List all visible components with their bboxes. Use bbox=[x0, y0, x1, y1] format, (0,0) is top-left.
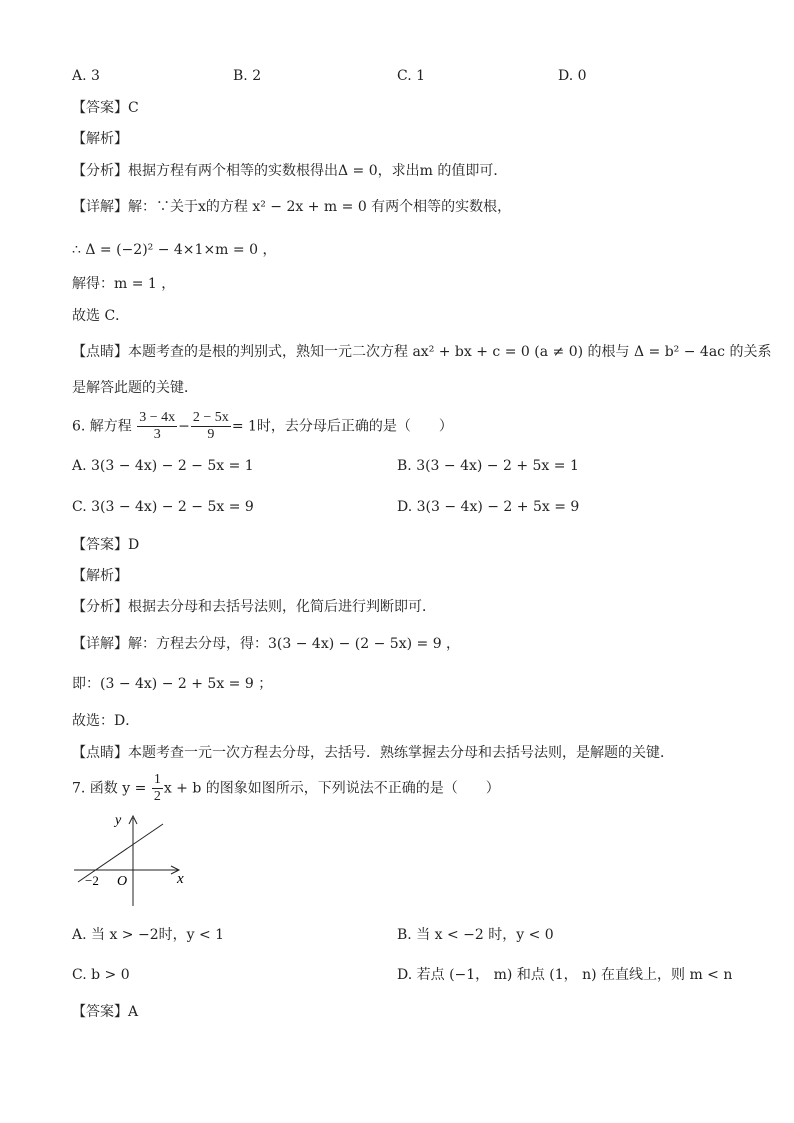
q6-answer: 【答案】D bbox=[72, 537, 140, 553]
y-axis-label: y bbox=[115, 813, 122, 828]
q5-option-b: B. 2 bbox=[233, 68, 262, 84]
q7-option-b: B. 当 x < −2 时，y < 0 bbox=[397, 927, 554, 943]
q5-option-a: A. 3 bbox=[72, 68, 100, 84]
q6-frac2-denominator: 9 bbox=[207, 427, 215, 442]
q5-dianjing-line1: 【点睛】本题考查的是根的判别式，熟知一元二次方程 ax² + bx + c = 0 (a ≠ 0) 的根与 Δ = b² − 4ac 的关系 bbox=[72, 344, 772, 360]
q6-option-d: D. 3(3 − 4x) − 2 + 5x = 9 bbox=[397, 499, 580, 515]
q7-option-a: A. 当 x > −2时，y < 1 bbox=[72, 927, 225, 943]
q6-analysis-label: 【解析】 bbox=[72, 568, 128, 584]
q6-frac1-denominator: 3 bbox=[153, 427, 161, 442]
q5-option-d: D. 0 bbox=[558, 68, 587, 84]
q6-choose: 故选：D． bbox=[72, 713, 140, 729]
q7-stem-prefix: 7. 函数 y = bbox=[72, 780, 147, 797]
x-axis-label: x bbox=[177, 871, 184, 887]
q6-minus: − bbox=[178, 418, 190, 435]
q6-option-c: C. 3(3 − 4x) − 2 − 5x = 9 bbox=[72, 499, 254, 515]
q6-stem-prefix: 6. 解方程 bbox=[72, 418, 132, 435]
q7-function-graph bbox=[70, 810, 195, 910]
q7-stem bbox=[72, 772, 500, 805]
q5-dianjing-line2: 是解答此题的关键． bbox=[72, 380, 198, 396]
q6-fenxi: 【分析】根据去分母和去括号法则，化简后进行判断即可． bbox=[72, 599, 436, 615]
q7-frac-denominator: 2 bbox=[153, 789, 161, 804]
q6-option-a: A. 3(3 − 4x) − 2 − 5x = 1 bbox=[72, 458, 254, 474]
q5-analysis-label: 【解析】 bbox=[72, 131, 128, 147]
q7-answer: 【答案】A bbox=[72, 1004, 139, 1020]
q5-answer: 【答案】C bbox=[72, 100, 139, 116]
q6-frac1-numerator: 3 − 4x bbox=[139, 410, 176, 425]
q6-dianjing: 【点睛】本题考查一元一次方程去分母，去括号．熟练掌握去分母和去括号法则，是解题的关键． bbox=[72, 745, 674, 761]
q7-option-d: D. 若点 (−1， m) 和点 (1， n) 在直线上，则 m < n bbox=[397, 967, 733, 983]
q6-option-b: B. 3(3 − 4x) − 2 + 5x = 1 bbox=[397, 458, 579, 474]
q7-stem-suffix: x + b 的图象如图所示，下列说法不正确的是（ ） bbox=[163, 780, 500, 797]
q5-xiangjie: 【详解】解：∵关于x的方程 x² − 2x + m = 0 有两个相等的实数根， bbox=[72, 199, 512, 215]
q6-fraction-2 bbox=[191, 410, 231, 443]
q7-frac-numerator: 1 bbox=[153, 772, 161, 787]
origin-label: O bbox=[117, 874, 128, 889]
q6-frac2-numerator: 2 − 5x bbox=[192, 410, 229, 425]
q7-fraction bbox=[152, 772, 163, 805]
q5-step2: 解得：m = 1 ， bbox=[72, 276, 176, 292]
q7-option-c: C. b > 0 bbox=[72, 967, 130, 983]
q6-xiangjie: 【详解】解：方程去分母，得：3(3 − 4x) − (2 − 5x) = 9 ， bbox=[72, 636, 461, 652]
q5-choose: 故选 C． bbox=[72, 308, 130, 324]
q6-step1: 即：(3 − 4x) − 2 + 5x = 9 ； bbox=[72, 676, 273, 692]
q6-fraction-1 bbox=[137, 410, 177, 443]
q5-step1: ∴ Δ = (−2)² − 4×1×m = 0 ， bbox=[72, 242, 277, 258]
q5-option-c: C. 1 bbox=[397, 68, 426, 84]
intercept-tick-label: −2 bbox=[85, 873, 99, 888]
q6-stem-suffix: = 1时，去分母后正确的是（ ） bbox=[231, 418, 453, 435]
q5-fenxi: 【分析】根据方程有两个相等的实数根得出Δ = 0，求出m 的值即可． bbox=[72, 163, 508, 179]
q6-stem bbox=[72, 410, 453, 443]
